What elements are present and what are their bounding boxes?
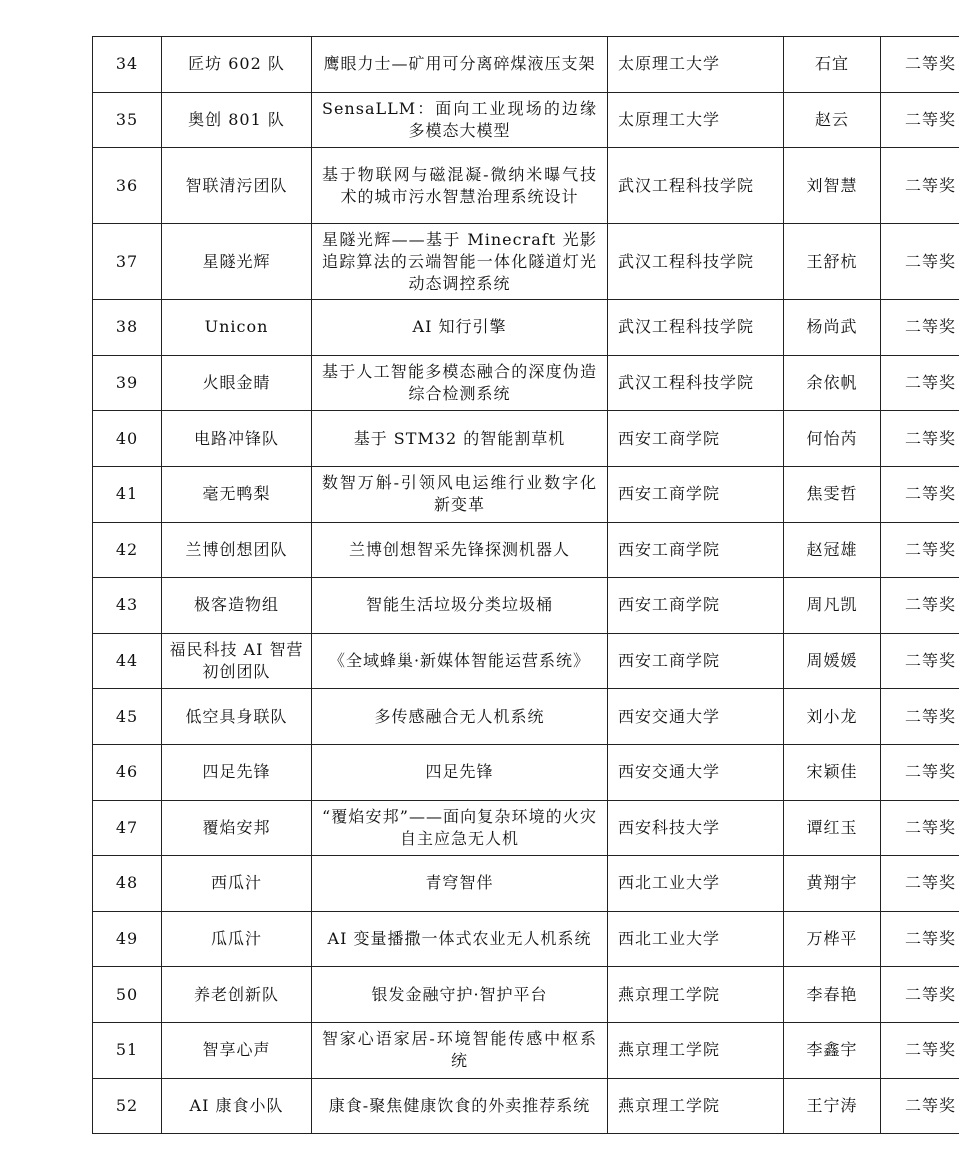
school-name: 武汉工程科技学院: [608, 224, 784, 300]
table-row: [93, 355, 959, 411]
award-level: 二等奖: [881, 37, 959, 93]
award-level: 二等奖: [881, 1078, 959, 1134]
leader-name: 杨尚武: [784, 300, 881, 356]
project-name: 康食-聚焦健康饮食的外卖推荐系统: [312, 1078, 608, 1134]
project-name: 兰博创想智采先锋探测机器人: [312, 522, 608, 578]
team-name: 智联清污团队: [162, 148, 312, 224]
leader-name: 黄翔宇: [784, 856, 881, 912]
row-number: 44: [93, 633, 162, 689]
row-number: 45: [93, 689, 162, 745]
table-row: [93, 1078, 959, 1134]
award-level: 二等奖: [881, 967, 959, 1023]
leader-name: 刘小龙: [784, 689, 881, 745]
table-row: [93, 800, 959, 856]
team-name: 火眼金睛: [162, 355, 312, 411]
project-name: “覆焰安邦”——面向复杂环境的火灾自主应急无人机: [312, 800, 608, 856]
award-level: 二等奖: [881, 92, 959, 148]
table-row: [93, 911, 959, 967]
school-name: 西安交通大学: [608, 689, 784, 745]
table-row: [93, 967, 959, 1023]
award-level: 二等奖: [881, 911, 959, 967]
school-name: 西安科技大学: [608, 800, 784, 856]
project-name: 四足先锋: [312, 744, 608, 800]
award-level: 二等奖: [881, 578, 959, 634]
school-name: 武汉工程科技学院: [608, 355, 784, 411]
row-number: 38: [93, 300, 162, 356]
team-name: 福民科技 AI 智营初创团队: [162, 633, 312, 689]
team-name: AI 康食小队: [162, 1078, 312, 1134]
team-name: 养老创新队: [162, 967, 312, 1023]
leader-name: 周媛媛: [784, 633, 881, 689]
table-row: [93, 578, 959, 634]
row-number: 36: [93, 148, 162, 224]
leader-name: 李鑫宇: [784, 1022, 881, 1078]
school-name: 燕京理工学院: [608, 967, 784, 1023]
school-name: 武汉工程科技学院: [608, 148, 784, 224]
award-level: 二等奖: [881, 689, 959, 745]
leader-name: 谭红玉: [784, 800, 881, 856]
team-name: 西瓜汁: [162, 856, 312, 912]
project-name: 鹰眼力士—矿用可分离碎煤液压支架: [312, 37, 608, 93]
award-table: [92, 36, 959, 1134]
table-row: [93, 92, 959, 148]
table-row: [93, 522, 959, 578]
award-level: 二等奖: [881, 224, 959, 300]
table-row: [93, 744, 959, 800]
table-row: [93, 856, 959, 912]
row-number: 35: [93, 92, 162, 148]
row-number: 34: [93, 37, 162, 93]
school-name: 西安工商学院: [608, 522, 784, 578]
row-number: 48: [93, 856, 162, 912]
project-name: 多传感融合无人机系统: [312, 689, 608, 745]
project-name: 青穹智伴: [312, 856, 608, 912]
document-page: [92, 36, 956, 1134]
award-level: 二等奖: [881, 466, 959, 522]
school-name: 西北工业大学: [608, 911, 784, 967]
school-name: 西安工商学院: [608, 411, 784, 467]
leader-name: 刘智慧: [784, 148, 881, 224]
team-name: 兰博创想团队: [162, 522, 312, 578]
leader-name: 焦雯哲: [784, 466, 881, 522]
table-row: [93, 37, 959, 93]
row-number: 39: [93, 355, 162, 411]
team-name: 四足先锋: [162, 744, 312, 800]
row-number: 41: [93, 466, 162, 522]
team-name: 电路冲锋队: [162, 411, 312, 467]
leader-name: 王舒杭: [784, 224, 881, 300]
school-name: 西安工商学院: [608, 466, 784, 522]
award-level: 二等奖: [881, 522, 959, 578]
leader-name: 万桦平: [784, 911, 881, 967]
project-name: 基于人工智能多模态融合的深度伪造综合检测系统: [312, 355, 608, 411]
award-level: 二等奖: [881, 633, 959, 689]
award-level: 二等奖: [881, 148, 959, 224]
leader-name: 余依帆: [784, 355, 881, 411]
project-name: 智家心语家居-环境智能传感中枢系统: [312, 1022, 608, 1078]
leader-name: 宋颖佳: [784, 744, 881, 800]
school-name: 西安工商学院: [608, 633, 784, 689]
school-name: 太原理工大学: [608, 37, 784, 93]
project-name: 基于 STM32 的智能割草机: [312, 411, 608, 467]
team-name: 星隧光辉: [162, 224, 312, 300]
leader-name: 石宜: [784, 37, 881, 93]
award-level: 二等奖: [881, 744, 959, 800]
table-row: [93, 148, 959, 224]
team-name: 低空具身联队: [162, 689, 312, 745]
leader-name: 赵云: [784, 92, 881, 148]
award-level: 二等奖: [881, 800, 959, 856]
school-name: 西北工业大学: [608, 856, 784, 912]
school-name: 太原理工大学: [608, 92, 784, 148]
project-name: SensaLLM：面向工业现场的边缘多模态大模型: [312, 92, 608, 148]
school-name: 西安交通大学: [608, 744, 784, 800]
project-name: AI 变量播撒一体式农业无人机系统: [312, 911, 608, 967]
row-number: 51: [93, 1022, 162, 1078]
table-row: [93, 689, 959, 745]
row-number: 40: [93, 411, 162, 467]
school-name: 燕京理工学院: [608, 1022, 784, 1078]
table-row: [93, 1022, 959, 1078]
team-name: 覆焰安邦: [162, 800, 312, 856]
row-number: 46: [93, 744, 162, 800]
leader-name: 王宁涛: [784, 1078, 881, 1134]
table-row: [93, 224, 959, 300]
leader-name: 李春艳: [784, 967, 881, 1023]
project-name: 基于物联网与磁混凝-微纳米曝气技术的城市污水智慧治理系统设计: [312, 148, 608, 224]
team-name: Unicon: [162, 300, 312, 356]
row-number: 50: [93, 967, 162, 1023]
row-number: 47: [93, 800, 162, 856]
school-name: 西安工商学院: [608, 578, 784, 634]
leader-name: 赵冠雄: [784, 522, 881, 578]
project-name: AI 知行引擎: [312, 300, 608, 356]
project-name: 数智万斛-引领风电运维行业数字化新变革: [312, 466, 608, 522]
team-name: 匠坊 602 队: [162, 37, 312, 93]
team-name: 极客造物组: [162, 578, 312, 634]
leader-name: 何怡芮: [784, 411, 881, 467]
award-level: 二等奖: [881, 856, 959, 912]
team-name: 奥创 801 队: [162, 92, 312, 148]
project-name: 智能生活垃圾分类垃圾桶: [312, 578, 608, 634]
school-name: 武汉工程科技学院: [608, 300, 784, 356]
row-number: 37: [93, 224, 162, 300]
leader-name: 周凡凯: [784, 578, 881, 634]
school-name: 燕京理工学院: [608, 1078, 784, 1134]
table-row: [93, 633, 959, 689]
award-level: 二等奖: [881, 411, 959, 467]
project-name: 星隧光辉——基于 Minecraft 光影追踪算法的云端智能一体化隧道灯光动态调控系统: [312, 224, 608, 300]
row-number: 43: [93, 578, 162, 634]
team-name: 瓜瓜汁: [162, 911, 312, 967]
award-level: 二等奖: [881, 355, 959, 411]
table-row: [93, 300, 959, 356]
row-number: 52: [93, 1078, 162, 1134]
table-row: [93, 411, 959, 467]
team-name: 毫无鸭梨: [162, 466, 312, 522]
team-name: 智享心声: [162, 1022, 312, 1078]
row-number: 42: [93, 522, 162, 578]
table-row: [93, 466, 959, 522]
award-level: 二等奖: [881, 300, 959, 356]
award-level: 二等奖: [881, 1022, 959, 1078]
project-name: 《全域蜂巢·新媒体智能运营系统》: [312, 633, 608, 689]
row-number: 49: [93, 911, 162, 967]
award-table-body: [93, 37, 959, 1134]
project-name: 银发金融守护·智护平台: [312, 967, 608, 1023]
